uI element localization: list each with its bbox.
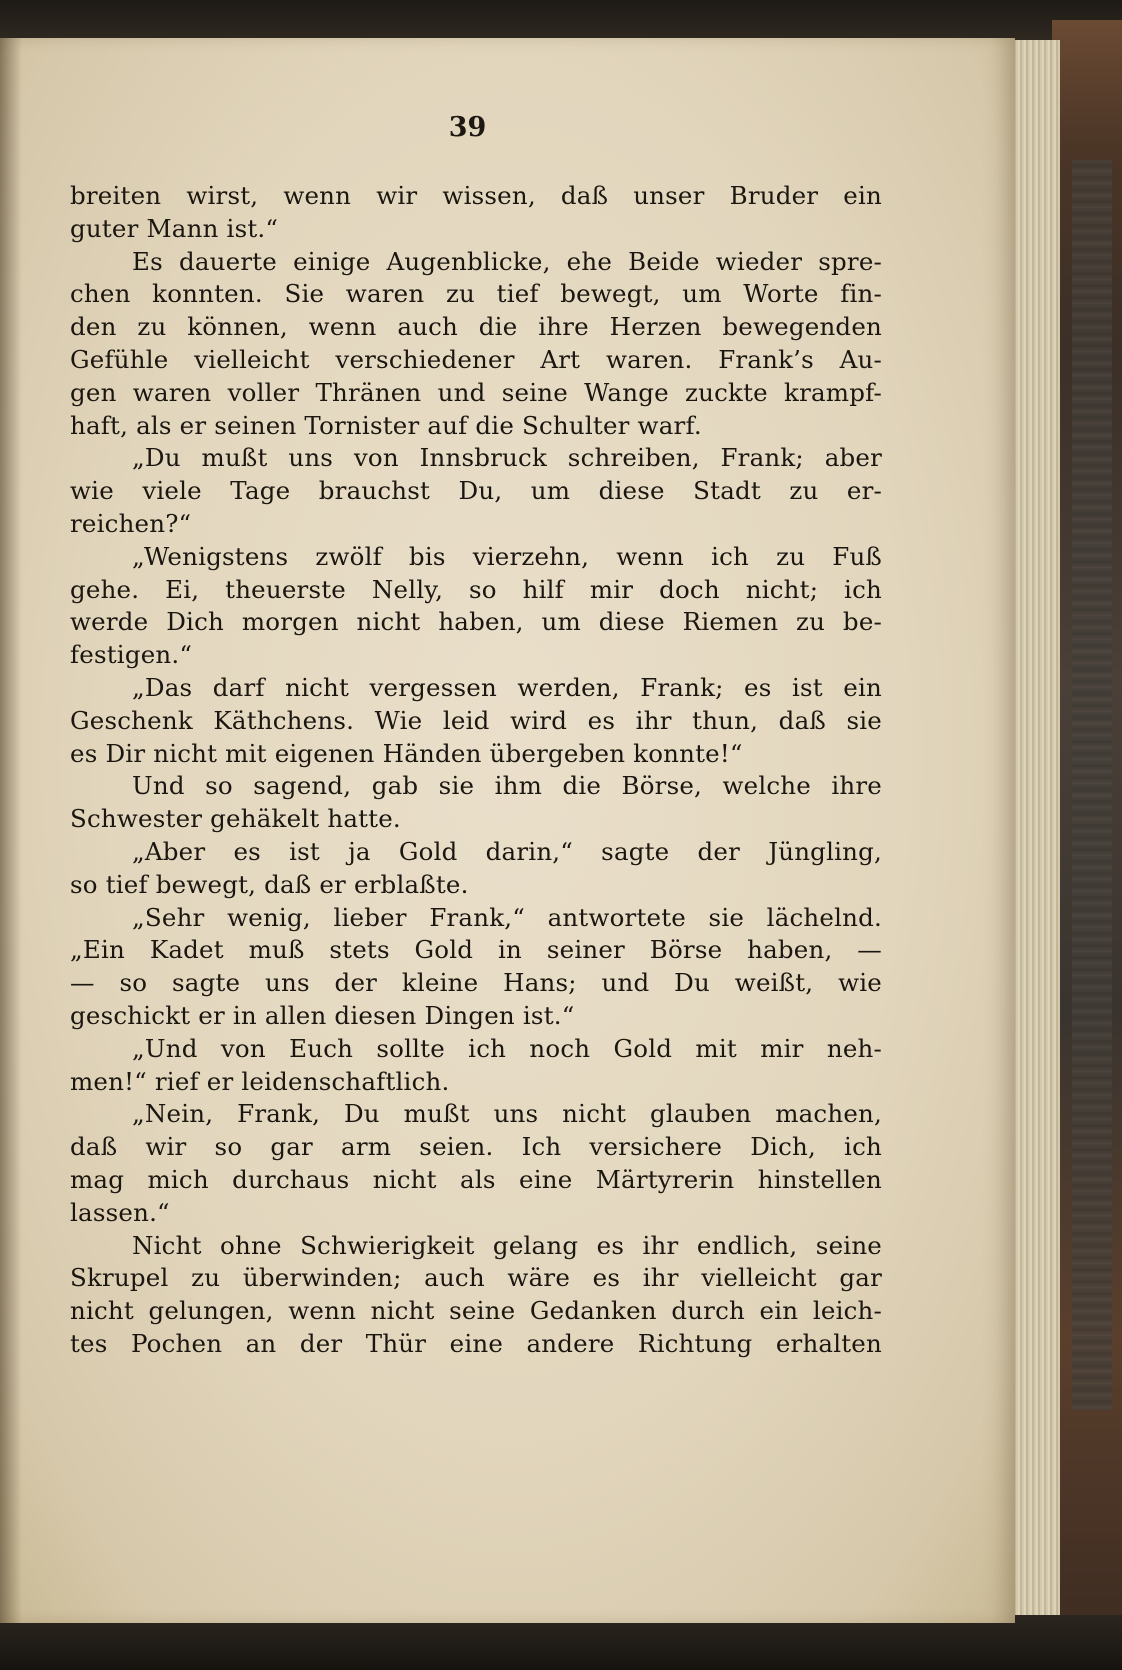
text-line: tes Pochen an der Thür eine andere Richtung erhalten bbox=[70, 1328, 882, 1358]
text-line: Es dauerte einige Augenblicke, ehe Beide wieder spre- bbox=[132, 246, 882, 276]
text-line: Gefühle vielleicht verschiedener Art waren. Frank’s Au- bbox=[70, 344, 882, 374]
text-line: breiten wirst, wenn wir wissen, daß unser Bruder ein bbox=[70, 181, 882, 210]
text-line: „Aber es ist ja Gold darin,“ sagte der Jüngling, bbox=[132, 836, 882, 866]
text-line: chen konnten. Sie waren zu tief bewegt, um Worte fin- bbox=[70, 279, 882, 309]
text-line: „Sehr wenig, lieber Frank,“ antwortete sie lächelnd. bbox=[132, 902, 882, 932]
text-line: so tief bewegt, daß er erblaßte. bbox=[70, 869, 469, 899]
text-line: gehe. Ei, theuerste Nelly, so hilf mir doch nicht; ich bbox=[70, 574, 882, 604]
text-line: werde Dich morgen nicht haben, um diese Riemen zu be- bbox=[70, 607, 882, 637]
text-line: mag mich durchaus nicht als eine Märtyrerin hinstellen bbox=[70, 1164, 882, 1194]
worn-leather-texture bbox=[1072, 160, 1112, 1410]
text-line: „Und von Euch sollte ich noch Gold mit mir neh- bbox=[132, 1033, 882, 1063]
page-body-text bbox=[70, 180, 882, 1361]
text-line: „Das darf nicht vergessen werden, Frank; es ist ein bbox=[132, 672, 882, 702]
book-cover-top bbox=[0, 0, 1122, 40]
text-line: gen waren voller Thränen und seine Wange zuckte krampf- bbox=[70, 377, 882, 407]
text-line: lassen.“ bbox=[70, 1197, 170, 1227]
text-line: es Dir nicht mit eigenen Händen übergeben konnte!“ bbox=[70, 738, 743, 768]
text-line: wie viele Tage brauchst Du, um diese Stadt zu er- bbox=[70, 476, 882, 506]
text-line: men!“ rief er leidenschaftlich. bbox=[70, 1066, 450, 1096]
text-line: „Du mußt uns von Innsbruck schreiben, Frank; aber bbox=[132, 443, 882, 473]
text-line: geschickt er in allen diesen Dingen ist.“ bbox=[70, 1000, 575, 1030]
text-line: — so sagte uns der kleine Hans; und Du weißt, wie bbox=[70, 968, 882, 998]
page-number: 39 bbox=[448, 112, 487, 143]
text-line: Schwester gehäkelt hatte. bbox=[70, 804, 401, 834]
text-line: reichen?“ bbox=[70, 508, 192, 538]
text-line: „Nein, Frank, Du mußt uns nicht glauben machen, bbox=[132, 1099, 882, 1129]
text-line: Skrupel zu überwinden; auch wäre es ihr vielleicht gar bbox=[70, 1263, 882, 1293]
text-line: nicht gelungen, wenn nicht seine Gedanken durch ein leich- bbox=[70, 1296, 882, 1326]
text-line: festigen.“ bbox=[70, 640, 193, 670]
text-line: den zu können, wenn auch die ihre Herzen bewegenden bbox=[70, 312, 882, 342]
text-line: „Ein Kadet muß stets Gold in seiner Börse haben, — bbox=[70, 935, 882, 965]
text-line: Geschenk Käthchens. Wie leid wird es ihr thun, daß sie bbox=[70, 705, 882, 735]
text-line: guter Mann ist.“ bbox=[70, 213, 279, 243]
text-line: „Wenigstens zwölf bis vierzehn, wenn ich zu Fuß bbox=[132, 541, 882, 571]
text-line: daß wir so gar arm seien. Ich versichere Dich, ich bbox=[70, 1132, 882, 1162]
book-cover-bottom bbox=[0, 1615, 1122, 1670]
page-gutter-shadow bbox=[0, 38, 22, 1623]
text-line: haft, als er seinen Tornister auf die Schulter warf. bbox=[70, 410, 702, 440]
text-line: Und so sagend, gab sie ihm die Börse, welche ihre bbox=[132, 771, 882, 801]
text-line: Nicht ohne Schwierigkeit gelang es ihr endlich, seine bbox=[132, 1230, 882, 1260]
